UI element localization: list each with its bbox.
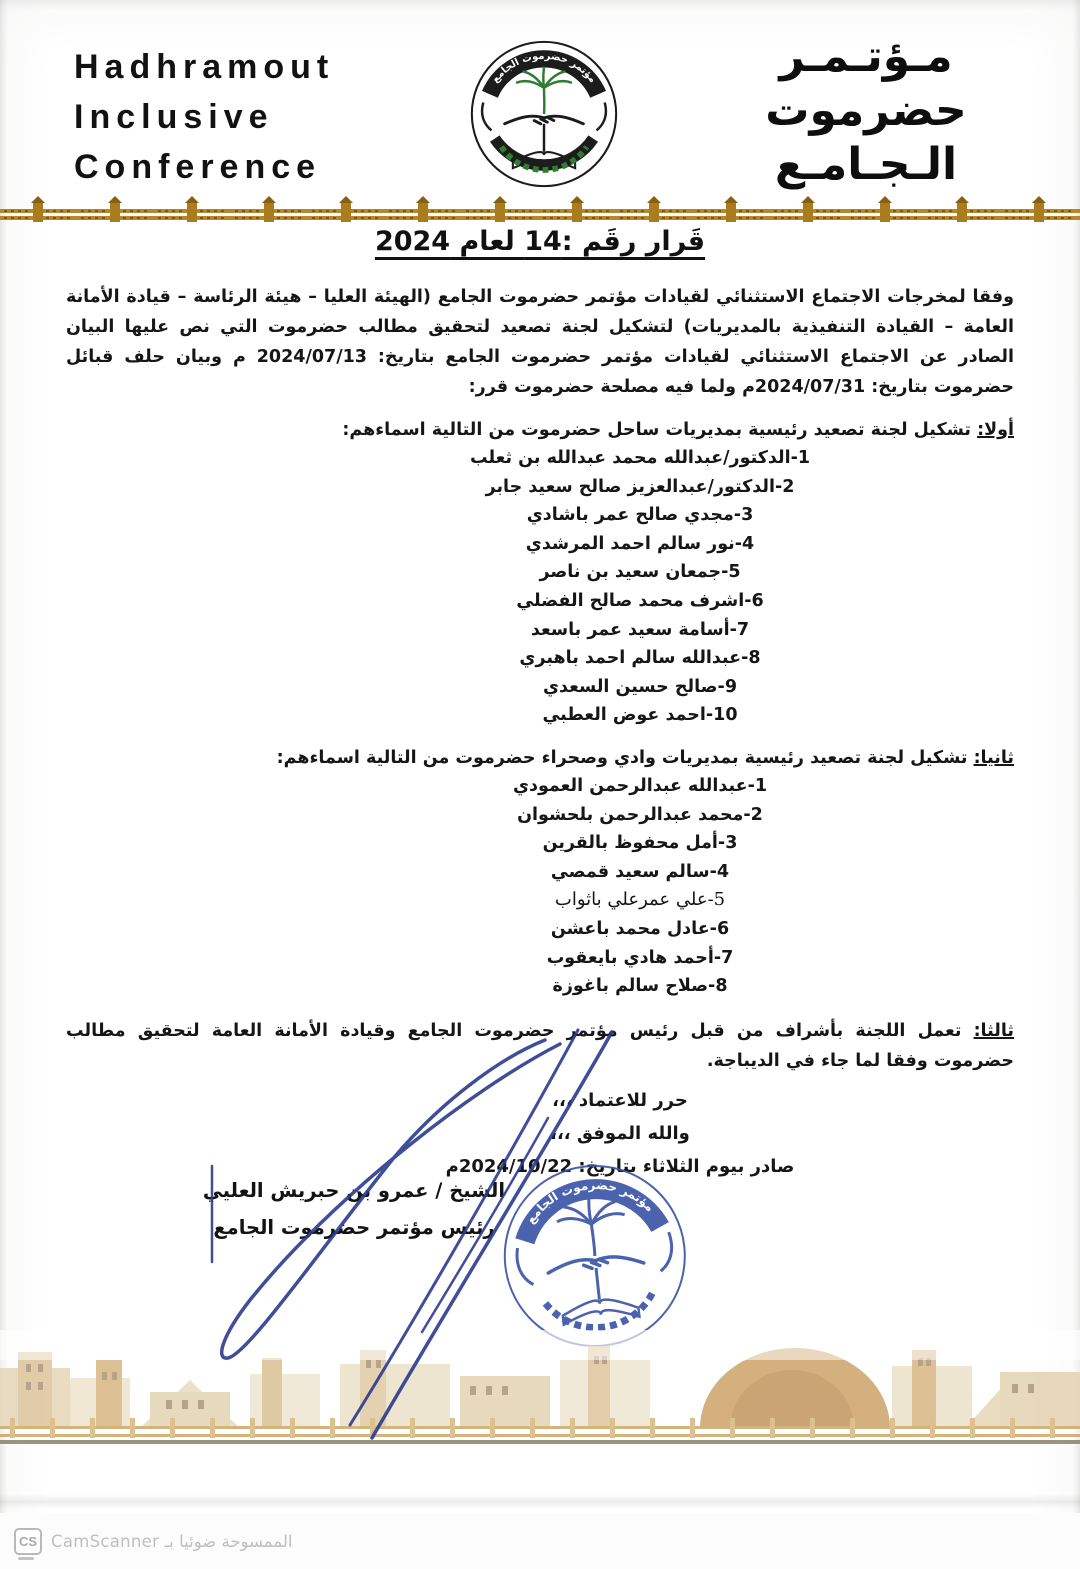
scan-shadow-band (0, 1494, 1080, 1508)
list-item: 7-أحمد هادي بايعقوب (546, 947, 734, 968)
list-item: 3-أمل محفوظ بالقرين (542, 833, 738, 854)
list-item: 2-الدكتور/عبدالعزيز صالح سعيد جابر (485, 476, 795, 497)
list-item: 1-الدكتور/عبدالله محمد عبدالله بن ثعلب (469, 448, 811, 468)
list-item: 9-صالح حسين السعدي (542, 676, 737, 697)
org-name-english (74, 42, 334, 192)
list-item: 5-علي عمرعلي باثواب (554, 889, 726, 911)
preamble-paragraph: وفقا لمخرجات الاجتماع الاستثنائي لقيادات مؤتمر حضرموت الجامع (الهيئة العليا – هيئة الرئاسة – قيادة الأمانة العامة – القيادة التنفيذية بالمديريات) لتشكيل لجنة تصعيد لتحقيق مطالب حضرموت التي نص عليها البيان الصادر عن الاجتماع الاستثنائي لقيادات مؤتمر حضرموت الجامع بتاريخ: 2024/07/13 م وبيان حلف قبائل حضرموت بتاريخ: 2024/07/31م ولما فيه مصلحة حضرموت قرر: (66, 287, 1014, 397)
decision-body (66, 282, 1014, 1183)
stamp-ring-text: مؤتمر حضرموت الجامع (523, 1177, 658, 1227)
scan-artifact-top (0, 0, 1080, 10)
camscanner-logo-icon: CS (14, 1528, 42, 1555)
issue-date-line: صادر بيوم الثلاثاء بتاريخ: 2024/10/22م (445, 1155, 795, 1177)
handshake-icon (505, 116, 584, 124)
section-two-label: ثانيا: (973, 747, 1014, 768)
org-ar-line3: الـجـامـع (774, 139, 958, 190)
org-ar-line1: مـؤتـمـر (779, 31, 953, 82)
scanned-with-text: الممسوحة ضوئيا بـ CamScanner (51, 1531, 293, 1551)
valley-committee-list (66, 772, 1014, 1001)
list-item: 8-عبدالله سالم احمد باهبري (519, 648, 761, 669)
org-ar-line2: حضرموت (765, 85, 967, 136)
conference-emblem-logo (462, 30, 626, 202)
gold-fence-border (0, 196, 1080, 223)
closing-line-blessing: والله الموفق ،،، (550, 1122, 690, 1144)
camscanner-footer (0, 1513, 1080, 1569)
list-item: 5-جمعان سعيد بن ناصر (539, 562, 741, 583)
org-name-arabic (716, 30, 1016, 192)
org-name-line1: Hadhramout (74, 48, 335, 86)
signatory-title: رئيس مؤتمر حضرموت الجامع (213, 1216, 495, 1239)
section-three-label: ثالثا: (973, 1020, 1014, 1041)
signatory-block (186, 1172, 522, 1246)
list-item: 6-عادل محمد باعشن (550, 918, 730, 939)
list-item: 7-أسامة سعيد عمر باسعد (530, 619, 750, 640)
section-two-text: تشكيل لجنة تصعيد رئيسية بمديريات وادي وصحراء حضرموت من التالية اسماءهم: (276, 747, 974, 768)
list-item: 2-محمد عبدالرحمن بلحشوان (517, 804, 763, 825)
closing-line-approval: حرر للاعتماد ،،، (552, 1089, 688, 1111)
section-one-text: تشكيل لجنة تصعيد رئيسية بمديريات ساحل حضرموت من التالية اسماءهم: (342, 420, 978, 440)
section-two-heading (66, 745, 1014, 772)
stamp-book-icon (558, 1264, 639, 1325)
emblem-icon (462, 30, 626, 198)
decision-title: قَرار رقَم :14 لعام 2024 (374, 226, 706, 257)
list-item: 1-عبدالله عبدالرحمن العمودي (512, 775, 768, 796)
palm-tree-icon (516, 66, 572, 114)
org-name-line3: Conference (74, 148, 322, 186)
signatory-name: الشيخ / عمرو بن حبريش العليي (202, 1179, 506, 1202)
section-three-paragraph (66, 1016, 1014, 1076)
section-one-label: أولا: (977, 420, 1014, 440)
section-one-heading (66, 417, 1014, 444)
list-item: 4-سالم سعيد قمصي (550, 861, 730, 882)
section-three-text: تعمل اللجنة بأشراف من قبل رئيس مؤتمر حضرموت الجامع وقيادة الأمانة العامة لتحقيق مطالب حضرموت وفقا لما جاء في الديباجة. (66, 1020, 1014, 1071)
list-item: 8-صلاح سالم باغوزة (552, 976, 728, 997)
list-item: 6-اشرف محمد صالح الفضلي (516, 590, 764, 611)
list-item: 3-مجدي صالح عمر باشادي (526, 505, 754, 526)
coast-committee-list (66, 444, 1014, 730)
emblem-ring-text: مؤتمر حضرموت الجامع (489, 50, 599, 86)
list-item: 4-نور سالم احمد المرشدي (525, 533, 755, 554)
org-name-line2: Inclusive (74, 98, 274, 136)
hadhrami-cityscape-footer-art (0, 1330, 1080, 1445)
list-item: 10-احمد عوض العطبي (542, 705, 738, 726)
